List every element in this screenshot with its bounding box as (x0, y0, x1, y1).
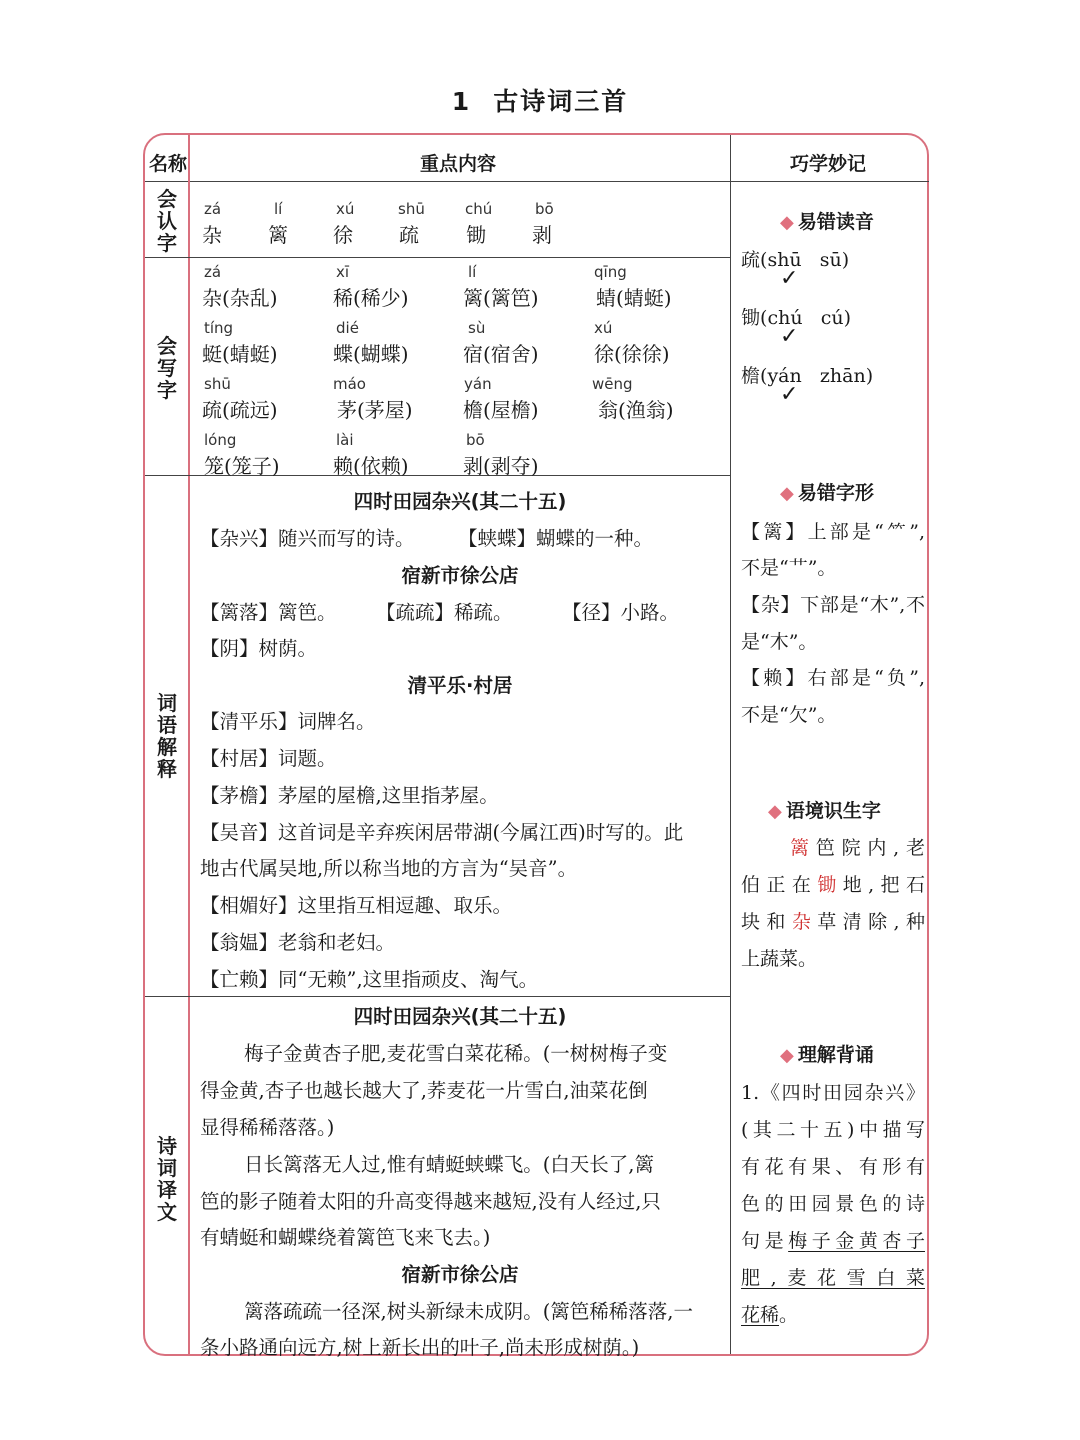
context-line: 块和杂草清除,种 (741, 911, 925, 933)
recite-line: 肥,麦花雪白菜 (741, 1267, 925, 1289)
tips-column-rule (730, 135, 731, 1354)
recognize-pinyin: zá (204, 200, 222, 218)
header-key-content: 重点内容 (420, 153, 497, 175)
vocab-entry: 【蛱蝶】蝴蝶的一种。 (458, 527, 654, 550)
diamond-icon: ◆ (780, 1045, 794, 1066)
vocab-entry: 【相媚好】这里指互相逗趣、取乐。 (200, 894, 513, 917)
write-pinyin: wēng (592, 375, 633, 393)
header-name: 名称 (149, 153, 188, 175)
write-word: 笼(笼子) (204, 454, 280, 478)
row-rule-1 (145, 257, 730, 258)
write-word: 翁(渔翁) (598, 398, 674, 422)
row-rule-3 (145, 996, 730, 997)
recognize-pinyin: xú (336, 200, 355, 218)
write-word: 稀(稀少) (333, 286, 409, 310)
translation-line: 得金黄,杏子也越长越大了,荞麦花一片雪白,油菜花倒 (200, 1079, 648, 1102)
translation-line: 显得稀稀落落。) (200, 1116, 335, 1139)
vocab-entry: 【翁媪】老翁和老妇。 (200, 931, 396, 954)
write-pinyin: xú (594, 319, 613, 337)
translation-line: 条小路通向远方,树上新长出的叶子,尚未形成树荫。) (200, 1336, 640, 1359)
translation-line: 笆的影子随着太阳的升高变得越来越短,没有人经过,只 (200, 1190, 661, 1213)
recognize-pinyin: chú (465, 200, 493, 218)
write-pinyin: dié (336, 319, 359, 337)
header-rule (145, 181, 929, 182)
write-word: 蝶(蝴蝶) (333, 342, 409, 366)
write-pinyin: sù (468, 319, 486, 337)
label-write: 会 写 字 (157, 334, 177, 402)
context-line: 上蔬菜。 (741, 948, 818, 970)
recognize-char: 剥 (532, 223, 552, 247)
write-word: 檐(屋檐) (463, 398, 539, 422)
shape-line: 不是“欠”。 (741, 704, 837, 726)
diamond-icon: ◆ (780, 212, 794, 233)
check-icon: ✓ (780, 324, 799, 349)
recognize-char: 锄 (466, 223, 486, 247)
recite-line: 有花有果、有形有 (741, 1156, 925, 1178)
translation-line: 日长篱落无人过,惟有蜻蜓蛱蝶飞。(白天长了,篱 (244, 1153, 655, 1176)
write-pinyin: máo (333, 375, 366, 393)
vocab-poem2-title: 宿新市徐公店 (401, 564, 519, 587)
write-pinyin: qīng (594, 263, 627, 281)
recite-line: 1.《四时田园杂兴》 (741, 1082, 925, 1104)
vocab-entry: 【清平乐】词牌名。 (200, 710, 376, 733)
vocab-entry: 【亡赖】同“无赖”,这里指顽皮、淘气。 (200, 968, 539, 991)
recognize-pinyin: bō (535, 200, 554, 218)
diamond-icon: ◆ (780, 483, 794, 504)
vocab-entry: 【茅檐】茅屋的屋檐,这里指茅屋。 (200, 784, 499, 807)
vocab-entry: 【阴】树荫。 (200, 637, 318, 660)
write-word: 杂(杂乱) (202, 286, 278, 310)
vocab-entry: 【吴音】这首词是辛弃疾闲居带湖(今属江西)时写的。此 (200, 821, 684, 844)
write-pinyin: bō (466, 431, 485, 449)
vocab-entry: 【径】小路。 (562, 601, 680, 624)
shape-line: 【篱】上部是“⺮”, (741, 521, 925, 543)
tip-context-title: ◆ 语境识生字 (768, 800, 881, 822)
write-pinyin: lóng (204, 431, 237, 449)
context-line: 伯正在锄地,把石 (741, 874, 925, 896)
write-word: 篱(篱笆) (463, 286, 539, 310)
write-word: 宿(宿舍) (463, 342, 539, 366)
vocab-entry: 【篱落】篱笆。 (200, 601, 337, 624)
pron-item: 锄(chú cú) (741, 307, 851, 329)
check-icon: ✓ (780, 382, 799, 407)
lesson-number: 1 (451, 87, 472, 116)
recognize-char: 篱 (268, 223, 288, 247)
write-pinyin: shū (204, 375, 231, 393)
recognize-char: 疏 (399, 223, 419, 247)
write-pinyin: tíng (204, 319, 234, 337)
page-title (0, 82, 1080, 118)
translation-poem1-title: 四时田园杂兴(其二十五) (353, 1005, 567, 1028)
vocab-entry: 【杂兴】随兴而写的诗。 (200, 527, 415, 550)
write-word: 蜻(蜻蜓) (596, 286, 672, 310)
write-word: 茅(茅屋) (337, 398, 413, 422)
shape-line: 是“木”。 (741, 631, 818, 653)
write-pinyin: lài (336, 431, 354, 449)
write-pinyin: lí (468, 263, 477, 281)
recognize-pinyin: shū (398, 200, 425, 218)
vocab-entry: 【疏疏】稀疏。 (376, 601, 513, 624)
write-word: 徐(徐徐) (594, 342, 670, 366)
recite-line: 句是梅子金黄杏子 (741, 1230, 925, 1252)
shape-line: 【杂】下部是“木”,不 (741, 594, 925, 616)
header-tips: 巧学妙记 (790, 153, 867, 175)
label-translation: 诗 词 译 文 (157, 1134, 177, 1224)
vocab-poem3-title: 清平乐·村居 (407, 674, 513, 697)
context-line: 篱笆院内,老 (790, 837, 925, 859)
recite-line: (其二十五)中描写 (741, 1119, 925, 1141)
diamond-icon: ◆ (768, 801, 782, 822)
translation-line: 梅子金黄杏子肥,麦花雪白菜花稀。(一树树梅子变 (244, 1042, 668, 1065)
translation-line: 篱落疏疏一径深,树头新绿未成阴。(篱笆稀稀落落,一 (244, 1300, 694, 1323)
write-pinyin: xī (336, 263, 350, 281)
write-word: 疏(疏远) (202, 398, 278, 422)
recognize-pinyin: lí (274, 200, 283, 218)
tip-recite-title: ◆ 理解背诵 (780, 1044, 874, 1066)
translation-poem2-title: 宿新市徐公店 (401, 1263, 519, 1286)
label-vocab: 词 语 解 释 (157, 691, 177, 781)
recognize-char: 杂 (202, 223, 222, 247)
write-word: 剥(剥夺) (463, 454, 539, 478)
check-icon: ✓ (780, 266, 799, 291)
translation-line: 有蜻蜓和蝴蝶绕着篱笆飞来飞去。) (200, 1226, 491, 1249)
recite-line: 色的田园景色的诗 (741, 1193, 925, 1215)
recite-line: 花稀。 (741, 1304, 799, 1326)
vocab-entry: 【村居】词题。 (200, 747, 337, 770)
write-word: 蜓(蜻蜓) (202, 342, 278, 366)
lesson-title: 古诗词三首 (493, 87, 629, 116)
write-pinyin: yán (464, 375, 492, 393)
tip-shape-title: ◆ 易错字形 (780, 482, 874, 504)
write-pinyin: zá (204, 263, 222, 281)
shape-line: 【赖】右部是“负”, (741, 667, 925, 689)
tip-pronunciation-title: ◆ 易错读音 (780, 211, 874, 233)
label-recognize: 会 认 字 (157, 187, 177, 255)
shape-line: 不是“艹”。 (741, 557, 837, 579)
pron-item: 檐(yán zhān) (741, 365, 874, 387)
recognize-char: 徐 (333, 223, 353, 247)
write-word: 赖(依赖) (333, 454, 409, 478)
pron-item: 疏(shū sū) (741, 249, 850, 271)
vocab-entry: 地古代属吴地,所以称当地的方言为“吴音”。 (200, 857, 578, 880)
vocab-poem1-title: 四时田园杂兴(其二十五) (353, 490, 567, 513)
